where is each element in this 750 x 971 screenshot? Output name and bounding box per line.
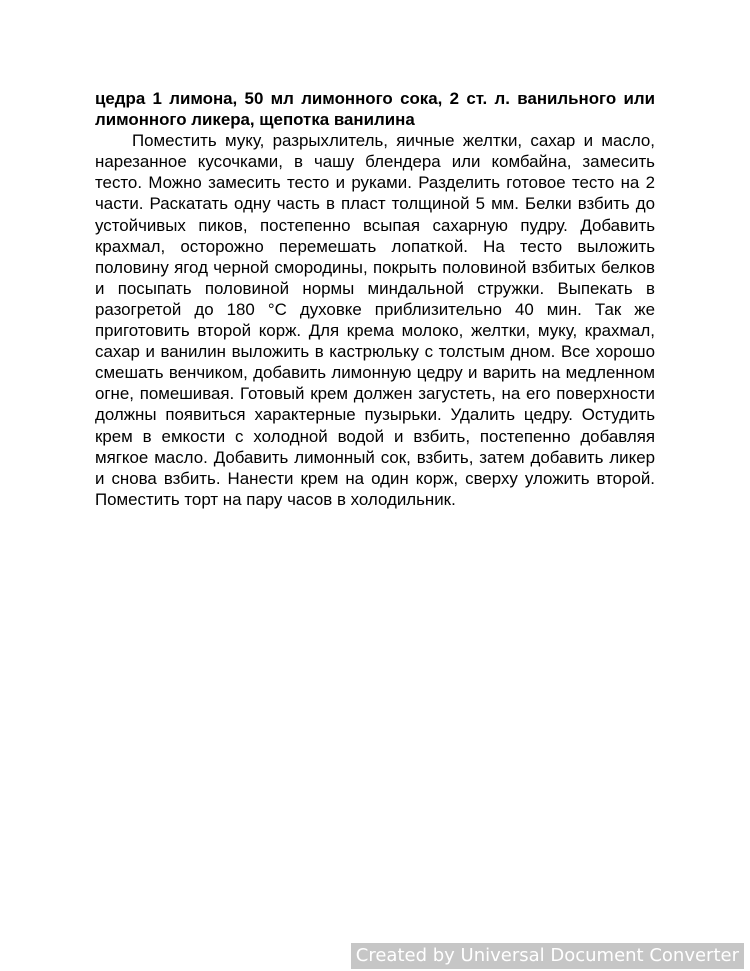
ingredients-paragraph: цедра 1 лимона, 50 мл лимонного сока, 2 ст. л. ванильного или лимонного ликера, щепотка ванилина bbox=[95, 89, 655, 130]
converter-watermark: Created by Universal Document Converter bbox=[351, 943, 744, 969]
instructions-paragraph: Поместить муку, разрыхлитель, яичные желтки, сахар и масло, нарезанное кусочками, в чашу блендера или комбайна, замесить тесто. Можно замесить тесто и руками. Разделить готовое тесто на 2 части. Раскатать одну часть в пласт толщиной 5 мм. Белки взбить до устойчивых пиков, постепенно всыпая сахарную пудру. Добавить крахмал, осторожно перемешать лопаткой. На тесто выложить половину ягод черной смородины, покрыть половиной взбитых белков и посыпать половиной нормы миндальной стружки. Выпекать в разогретой до 180 °С духовке приблизительно 40 мин. Так же приготовить второй корж. Для крема молоко, желтки, муку, крахмал, сахар и ванилин выложить в кастрюльку с толстым дном. Все хорошо смешать венчиком, добавить лимонную цедру и варить на медленном огне, помешивая. Готовый крем должен загустеть, на его поверхности должны появиться характерные пузырьки. Удалить цедру. Остудить крем в емкости с холодной водой и взбить, постепенно добавляя мягкое масло. Добавить лимонный сок, взбить, затем добавить ликер и снова взбить. Нанести крем на один корж, сверху уложить второй. Поместить торт на пару часов в холодильник. bbox=[95, 131, 655, 509]
recipe-text bbox=[95, 88, 655, 510]
